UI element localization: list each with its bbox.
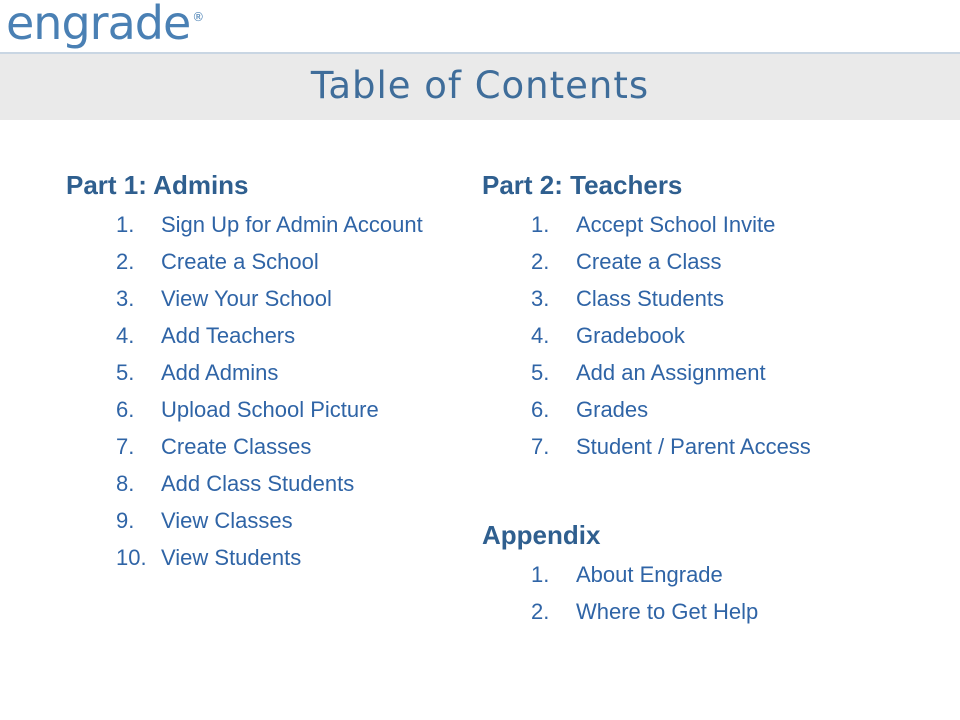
toc-item-label: View Your School — [161, 286, 332, 311]
toc-item-number: 2. — [531, 249, 550, 274]
toc-item-label: Grades — [576, 397, 649, 422]
toc-item-number: 2. — [116, 249, 135, 274]
toc-item-label: Create Classes — [161, 434, 312, 459]
toc-item-number: 1. — [116, 212, 135, 237]
toc-item-label: Accept School Invite — [576, 212, 776, 237]
toc-item-number: 8. — [116, 471, 135, 496]
toc-item-label: Add an Assignment — [576, 360, 766, 385]
toc-item-number: 5. — [116, 360, 135, 385]
toc-item-number: 4. — [531, 323, 550, 348]
toc-item[interactable] — [116, 470, 436, 498]
toc-item[interactable] — [116, 396, 436, 424]
toc-item-number: 4. — [116, 323, 135, 348]
toc-item-number: 5. — [531, 360, 550, 385]
toc-item[interactable] — [531, 396, 891, 424]
page-title: Table of Contents — [310, 64, 650, 107]
toc-item[interactable] — [531, 322, 891, 350]
toc-item-label: Sign Up for Admin Account — [161, 212, 423, 237]
toc-item-label: Create a School — [161, 249, 319, 274]
toc-item[interactable] — [531, 359, 891, 387]
toc-item[interactable] — [116, 359, 436, 387]
toc-item[interactable] — [116, 285, 436, 313]
toc-item-number: 9. — [116, 508, 135, 533]
toc-item-number: 7. — [116, 434, 135, 459]
toc-item-number: 1. — [531, 212, 550, 237]
part2-heading: Part 2: Teachers — [482, 170, 683, 200]
toc-item-number: 3. — [531, 286, 550, 311]
toc-item-label: Where to Get Help — [576, 599, 759, 624]
toc-item-number: 7. — [531, 434, 550, 459]
part2-list — [531, 211, 891, 470]
toc-item[interactable] — [531, 248, 891, 276]
toc-item[interactable] — [116, 507, 436, 535]
toc-item[interactable] — [531, 561, 891, 589]
toc-item-label: Upload School Picture — [161, 397, 379, 422]
toc-item[interactable] — [531, 285, 891, 313]
toc-item-label: About Engrade — [576, 562, 723, 587]
toc-item[interactable] — [116, 211, 436, 239]
toc-item-label: View Students — [161, 545, 302, 570]
toc-item[interactable] — [116, 433, 436, 461]
toc-item-label: Add Class Students — [161, 471, 355, 496]
toc-item-number: 6. — [531, 397, 550, 422]
appendix-heading: Appendix — [482, 520, 601, 550]
toc-item-label: Add Admins — [161, 360, 279, 385]
toc-item[interactable] — [531, 598, 891, 626]
toc-item-label: Create a Class — [576, 249, 722, 274]
registered-mark: ® — [192, 10, 204, 24]
toc-item-number: 10. — [116, 545, 147, 570]
toc-item-number: 3. — [116, 286, 135, 311]
logo-text: engrade — [6, 0, 191, 50]
toc-item-number: 2. — [531, 599, 550, 624]
appendix-list — [531, 561, 891, 635]
toc-item-label: Gradebook — [576, 323, 685, 348]
logo-band — [0, 0, 960, 52]
toc-item-label: Student / Parent Access — [576, 434, 811, 459]
toc-item-label: View Classes — [161, 508, 293, 533]
toc-item-number: 6. — [116, 397, 135, 422]
toc-item-label: Class Students — [576, 286, 724, 311]
toc-item[interactable] — [116, 248, 436, 276]
toc-item[interactable] — [531, 433, 891, 461]
toc-item[interactable] — [531, 211, 891, 239]
part1-list — [116, 211, 436, 581]
toc-item[interactable] — [116, 322, 436, 350]
part1-heading: Part 1: Admins — [66, 170, 249, 200]
toc-item[interactable] — [116, 544, 436, 572]
toc-item-number: 1. — [531, 562, 550, 587]
engrade-logo — [6, 0, 203, 50]
toc-item-label: Add Teachers — [161, 323, 296, 348]
